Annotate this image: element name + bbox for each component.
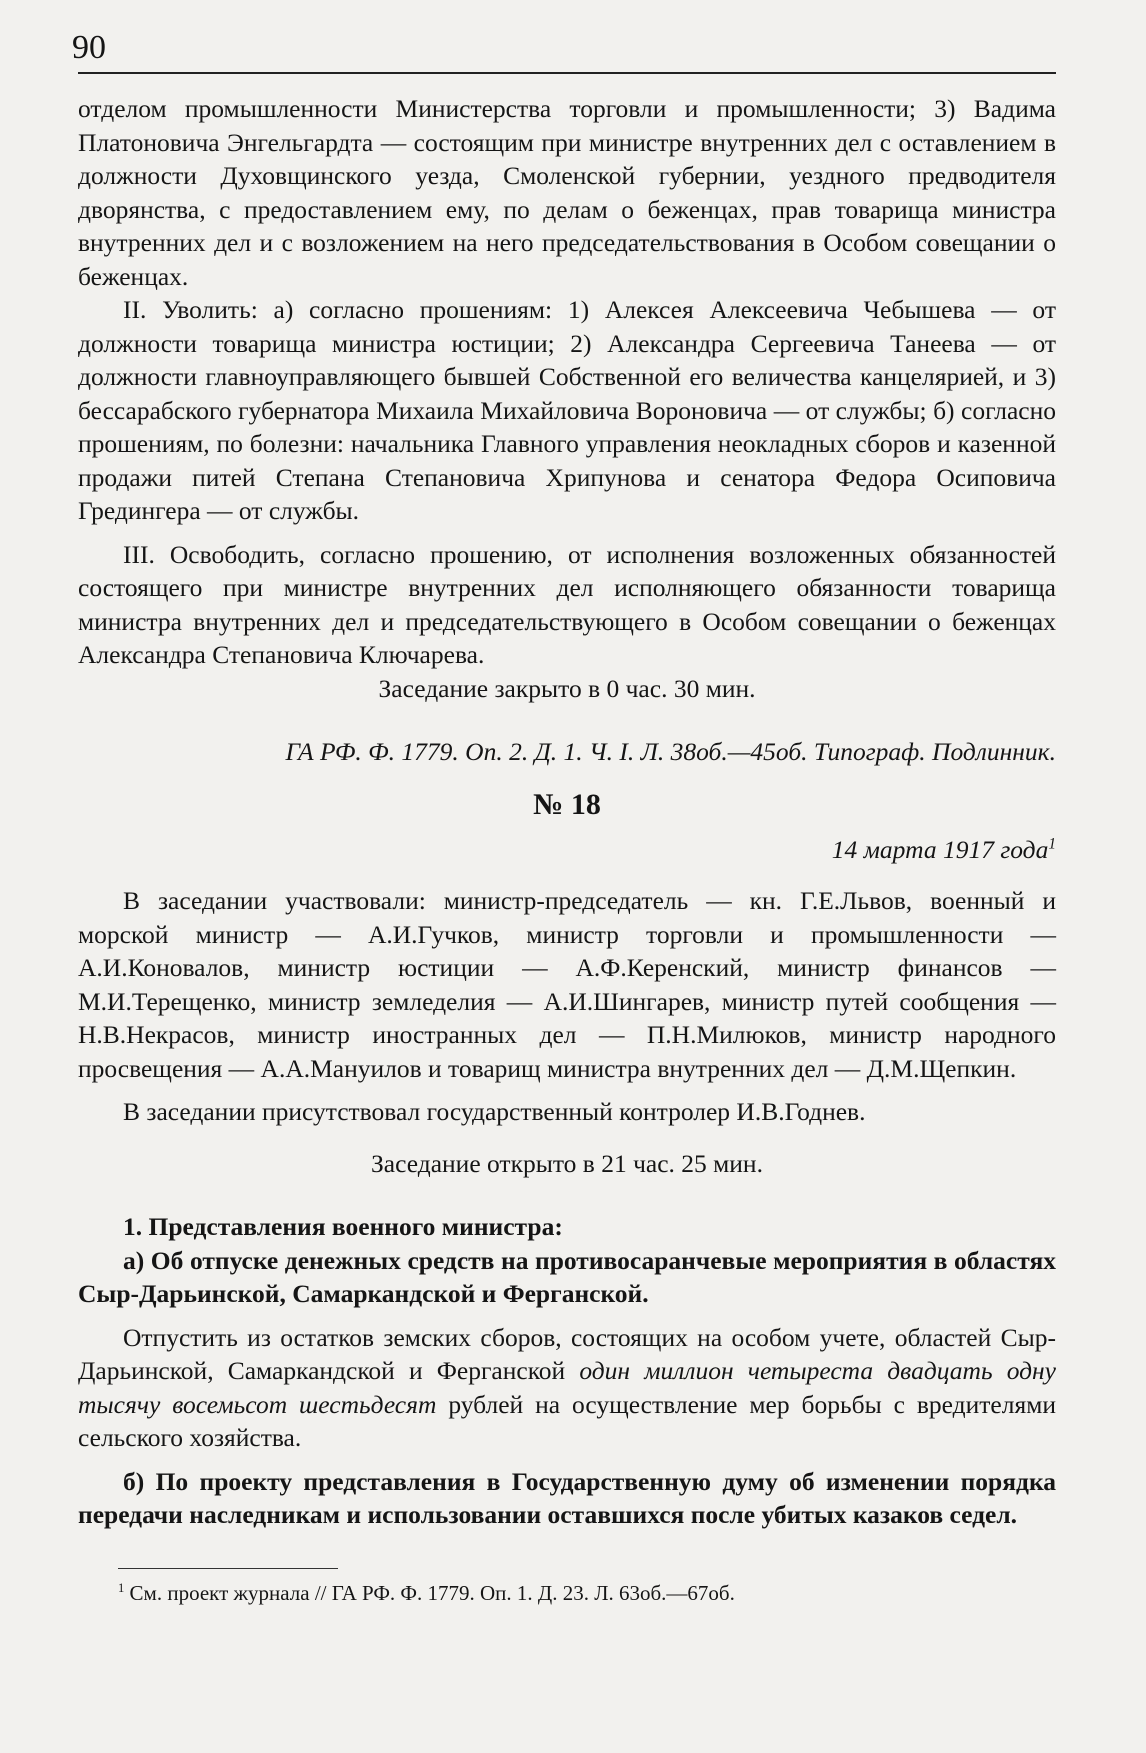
document-date xyxy=(78,833,1056,867)
participants: В заседании участвовали: министр-председатель — кн. Г.Е.Львов, военный и морской министр — А.И.Гучков, министр торговли и промышленности — А.И.Коновалов, министр юстиции — А.Ф.Керенский, министр финансов — М.И.Терещенко, министр земледелия — А.И.Шингарев, министр путей сообщения — Н.В.Некрасов, министр иностранных дел — П.Н.Милюков, министр народного просвещения — А.А.Мануилов и товарищ министра внутренних дел — Д.М.Щепкин. xyxy=(78,886,1056,1083)
present-line: В заседании присутствовал государственный контролер И.В.Годнев. xyxy=(123,1097,866,1126)
date-footnote-mark: 1 xyxy=(1048,835,1056,852)
footnote xyxy=(118,1579,1056,1607)
footnote-rule xyxy=(118,1568,338,1569)
page-number: 90 xyxy=(72,29,106,66)
closing-line: Заседание закрыто в 0 час. 30 мин. xyxy=(378,673,756,703)
section-1a-text xyxy=(78,1321,1056,1455)
section-1a-title: а) Об отпуске денежных средств на противосаранчевые мероприятия в областях Сыр-Дарьинской, Самаркандской и Ферганской. xyxy=(78,1245,1056,1308)
section-1a-amount: один миллион четыреста двадцать одну тысячу восемьсот шестьдесят xyxy=(78,1356,1056,1419)
footnote-text: См. проект журнала // ГА РФ. Ф. 1779. Оп. 1. Д. 23. Л. 63об.—67об. xyxy=(129,1580,735,1605)
paragraph-release: III. Освободить, согласно прошению, от исполнения возложенных обязанностей состоящего при министре внутренних дел исполняющего обязанности товарища министра внутренних дел и председательствующего в Особом совещании о беженцах Александра Степановича Ключарева. xyxy=(78,539,1056,669)
archive-source: ГА РФ. Ф. 1779. Оп. 2. Д. 1. Ч. I. Л. 38об.—45об. Типограф. Подлинник. xyxy=(285,737,1056,766)
section-1b-title: б) По проекту представления в Государственную думу об изменении порядка передачи наследникам и использовании оставшихся после убитых казаков седел. xyxy=(78,1466,1056,1529)
footnote-mark: 1 xyxy=(118,1580,125,1595)
paragraph-dismissals: II. Уволить: а) согласно прошениям: 1) Алексея Алексеевича Чебышева — от должности товарища министра юстиции; 2) Александра Сергеевича Танеева — от должности главноуправляющего бывшей Собственной его величества канцелярией, и 3) бессарабского губернатора Михаила Михайловича Вороновича — от службы; б) согласно прошениям, по болезни: начальника Главного управления неокладных сборов и казенной продажи питей Степана Степановича Хрипунова и сенатора Федора Осиповича Гредингера — от службы. xyxy=(78,295,1056,525)
section-1a-text-after: рублей на осуществление мер борьбы с вредителями сельского хозяйства. xyxy=(78,1389,1056,1452)
opening-line: Заседание открыто в 21 час. 25 мин. xyxy=(371,1148,763,1178)
paragraph-continuation: отделом промышленности Министерства торговли и промышленности; 3) Вадима Платоновича Энгельгардта — состоящим при министре внутренних дел с оставлением в должности Духовщинского уезда, Смоленской губернии, уездного предводителя дворянства, с предоставлением ему, по делам о беженцах, прав товарища министра внутренних дел и с возложением на него председательствования в Особом совещании о беженцах. xyxy=(78,94,1056,291)
header-rule xyxy=(78,72,1056,74)
section-1-title: 1. Представления военного министра: xyxy=(123,1212,563,1241)
section-1a-text-before: Отпустить из остатков земских сборов, состоящих на особом учете, областей Сыр-Дарьинской, Самаркандской и Ферганской xyxy=(78,1322,1056,1385)
date-text: 14 марта 1917 года xyxy=(831,834,1049,864)
document-number: № 18 xyxy=(533,787,601,821)
